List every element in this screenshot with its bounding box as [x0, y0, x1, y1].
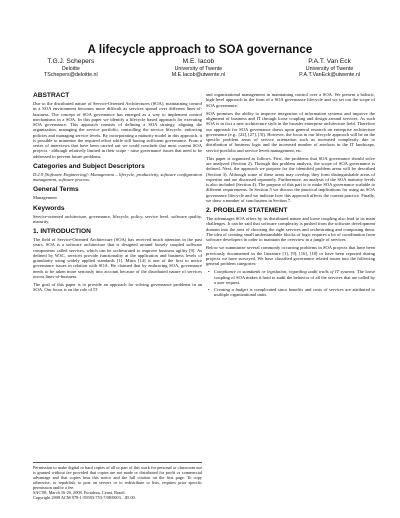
categories-text: D.2.9 [Software Engineering]: Management – lifecycle, productivity, software configuration management, software process.: [33, 171, 202, 182]
abstract-text: Due to the distributed nature of Service-Oriented Architectures (SOA), maintaining control in a SOA environment becomes more difficult as services spread over different lines-of-business. The concept of SOA governance has emerged as a way to implement control mechanisms in a SOA. In this paper we identify a lifecycle based approach for executing SOA governance. This approach consists of defining a SOA strategy, aligning the organization, managing the service portfolio, controlling the service lifecycle, enforcing policies and managing service levels. By incorporating a maturity model in this approach, it is possible to minimize the required effort while still having sufficient governance. From a series of interviews that have been carried out we could conclude that most current SOA projects - although relatively limited in their scope - raise governance issues that need to be addressed to prevent future problems.: [33, 101, 202, 159]
author-org: University of Twente: [174, 66, 223, 72]
author-1: [44, 58, 98, 78]
copyright-permission: Permission to make digital or hard copies of all or part of this work for personal or classroom use is granted without fee provided that copies are not made or distributed for profit or commercial advantage and that copies bear this notice and the full citation on the first page. To copy otherwise, or republish, to post on servers or to redistribute to lists, requires prior specific permission and/or a fee.: [33, 465, 202, 490]
author-2: [172, 58, 225, 78]
list-item-heading: Creating a budget: [214, 287, 248, 292]
bullet-icon: •: [208, 269, 210, 275]
problem-paragraph-1: The advantages SOA offers by its distributed nature and loose coupling also lead to its main challenges. It can be said that software complexity is pushed from the software development domain into the area of choosing the right services and orchestrating and composing them. The idea of creating small understandable blocks of logic requires a lot of coordination from software developers in order to maintain the overview in a jungle of services.: [206, 216, 375, 242]
problem-statement-heading: 2. PROBLEM STATEMENT: [206, 207, 288, 214]
author-3: [299, 58, 360, 78]
right-paragraph-3: This paper is organized as follows. First, the problems that SOA governance should solve are analyzed (Section 2). Through this problem analysis, the scope of SOA governance is defined. Next, the approach we propose for the identified problem areas will be described (Section 3). Although some of these areas may overlap, they form distinguishable areas of expertise and are discussed separately. Furthermore, an analysis of the SOA maturity levels is also included (Section 4). The purpose of this part is to make SOA governance scalable to different requirements. In Section 5 we discuss the practical implications for using an SOA governance lifecycle and we indicate how this approach affects the current practice. Finally, we draw a number of conclusions in Section 7.: [206, 155, 375, 203]
abstract-heading: ABSTRACT: [33, 92, 70, 99]
author-name: M.E. Iacob: [182, 58, 215, 65]
left-column: [33, 92, 202, 296]
introduction-heading: 1. INTRODUCTION: [33, 228, 91, 235]
list-item: [208, 287, 376, 298]
general-terms-text: Management: [33, 195, 57, 201]
general-terms-heading: General Terms: [33, 186, 79, 194]
copyright-notice: [33, 462, 202, 500]
author-org: University of Twente: [305, 66, 354, 72]
keywords-text: Service-oriented architecture, governance, lifecycle, policy, service level, software quality, maturity.: [33, 213, 202, 224]
author-org: Deloitte: [61, 66, 80, 72]
right-column: [206, 92, 375, 300]
author-email: M.E.Iacob@utwente.nl: [171, 72, 226, 79]
list-item-text: The loose coupling of SOA makes it hard to audit the behavior of all the services that are called by a user request.: [214, 269, 375, 285]
paper-title: A lifecycle approach to SOA governance: [87, 44, 313, 56]
keywords-heading: Keywords: [33, 204, 65, 212]
author-name: P.A.T. Van Eck: [308, 58, 351, 65]
problem-list: [206, 269, 375, 297]
right-paragraph-1: and organizational management in maintaining control over a SOA. We present a holistic, high-level approach in the form of a SOA governance lifecycle and we set out the scope of SOA governance.: [206, 92, 375, 108]
right-paragraph-2: SOA promises the ability to improve integration of information systems and improve the alignment of business and IT through loose coupling and design around services. As such SOA is in fact a new architecture style in the broader enterprise architecture field. Therefore our approach for SOA governance draws upon general research on enterprise architecture governance (e.g., [22], [27], [3]). However, the focus in our lifecycle approach will be on the specific problem areas of service orientation such as increased complexity due to distribution of business logic and the increased number of artefacts in the IT landscape, service portfolio and service levels management, etc.: [206, 110, 375, 153]
list-item: [208, 269, 375, 285]
copyright-conference: SAC'08, March 16-20, 2008, Fortaleza, Ceará, Brazil.: [33, 490, 126, 495]
categories-heading: Categories and Subject Descriptors: [33, 162, 145, 170]
copyright-line: Copyright 2008 ACM 978-1-59593-753-7/08/0003…$5.00.: [33, 495, 136, 500]
bullet-icon: •: [208, 287, 210, 292]
list-item-text: is complicated since benefits and costs of services are attributed to multiple organizational units.: [214, 287, 376, 298]
author-block: [44, 58, 360, 78]
introduction-paragraph-1: The field of Service-Oriented Architecture (SOA) has received much attention in the past years. SOA is a software architecture that is designed around loosely coupled software components called services, which can be orchestrated to improve business agility [9]. As defined by W3C, services provide functionality at the application and business levels of granularity using widely applied standards [1]. Mitra [14] is one of the first to notice governance issues in relation with SOA. He claimed that by embracing SOA, governance needs to be taken more seriously into account because of the distributed nature of services across lines-of-business.: [33, 237, 202, 279]
author-email: TSchepers@deloitte.nl: [44, 72, 98, 79]
list-item-heading: Compliance to standards or legislation, regarding audit trails of IT systems.: [214, 269, 356, 275]
author-name: T.G.J. Schepers: [47, 58, 95, 65]
problem-paragraph-2: Below we summarize several commonly occurring problems in SOA projects that have been previously documented in the literature [1], [9], [16], [18] or have been reported during projects we have surveyed. We have classified governance related issues into the following general problem categories:: [206, 245, 375, 266]
introduction-paragraph-2: The goal of this paper is to provide an approach for solving governance problems in an SOA. Our focus is on the role of IT: [33, 282, 202, 293]
author-email: P.A.T.VanEck@utwente.nl: [299, 72, 360, 79]
